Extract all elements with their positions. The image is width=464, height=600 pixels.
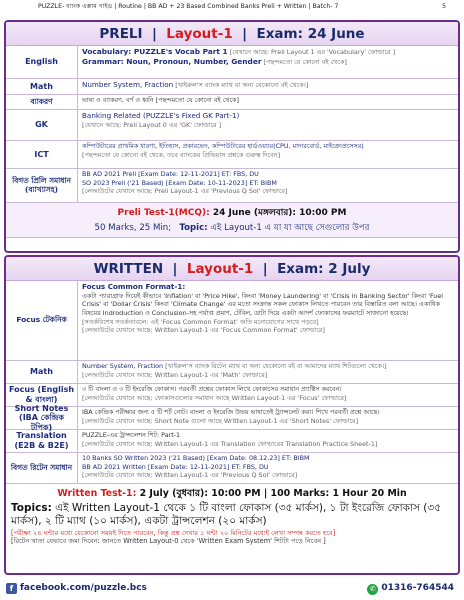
math-lead: Number System, Fraction <box>82 362 164 370</box>
preli-heading-label: PRELI <box>99 26 143 42</box>
preli-heading <box>6 22 458 46</box>
row-label: Math <box>6 361 78 383</box>
preli-row-ict <box>6 141 458 169</box>
preli-test-topic-text: এই Layout-1 এ যা যা আছে সেগুলোর উপর <box>210 223 370 233</box>
vocab-note: [যেখানে আছে: Preli Layout 1 এর 'Vocabulary' ফোল্ডারে ] <box>229 48 396 56</box>
page-number: 5 <box>442 3 446 10</box>
math-note: [খাইরুল'স ব্যাংক রিটেন ম্যাথ বা অন্য যেকোনো বই বা আমাদের ম্যাথ শিটগুলো থেকে।] <box>165 362 387 370</box>
focus-location: [লেআউটের যেখানে আছে: Written Layout-1 এর 'Focus Common Format' ফোল্ডারে] <box>82 326 325 335</box>
phone-contact[interactable] <box>367 583 454 595</box>
preli-row-math <box>6 79 458 95</box>
preli-exam-date: Exam: 24 June <box>256 26 365 42</box>
row-label: Focus (English & বাংলা) <box>6 384 78 406</box>
preli-row-bangla <box>6 95 458 110</box>
written-row-math <box>6 361 458 384</box>
top-header <box>0 0 464 14</box>
preli-row-previous <box>6 169 458 203</box>
written-row-previous <box>6 453 458 484</box>
row-label: English <box>6 46 78 78</box>
row-label: Translation (E2B & B2E) <box>6 430 78 452</box>
vocab-lead: Vocabulary: PUZZLE's Vocab Part 1 <box>82 47 228 56</box>
short-notes-location: [লেআউটের যেখানে আছে: Short Note গুলো আছে Written Layout-1 এর 'Short Notes' ফোল্ডারে] <box>82 416 359 425</box>
written-heading-label: WRITTEN <box>93 261 164 277</box>
prev-line-1: 10 Banks SO Written 2023 ('21 Based) [Exam Date: 08.12.23] ET: BIBM <box>82 454 310 462</box>
gk-note: [যেখানে আছে: Preli Layout 0 এর 'GK' ফোল্ডারে ] <box>82 120 222 129</box>
heading-separator: | <box>242 26 248 42</box>
row-label: Short Notes (IBA কেন্দ্রিক টপিক) <box>6 407 78 429</box>
written-heading <box>6 257 458 281</box>
heading-separator: | <box>262 261 268 277</box>
prev-line-2: BB AD 2021 Written [Exam Date: 12-11-2021] ET: FBS, DU <box>82 462 269 471</box>
preli-test-topic-label: Topic: <box>179 223 208 233</box>
written-test-warning: [পরীক্ষা ২৪ ঘন্টার মধ্যে যেকোনো সময়ই দিতে পারবেন, কিন্তু প্রশ্ন দেখার ১ ঘন্টা ২০ মিনিটের মধ্যেই লেখা সম্পন্ন করতে হবে] <box>11 529 336 538</box>
prev-location: [লেআউটের যেখানে আছে: Preli Layout-1 এর 'Previous Q Sol' ফোল্ডারে] <box>82 187 288 196</box>
math-location: [লেআউটের যেখানে আছে: Written Layout-1 এর 'Math' ফোল্ডারে] <box>82 370 268 379</box>
focus-paragraph: একটা প্যারাগ্রাফ দিয়েই কীভাবে 'Inflation' বা 'Price Hike', কিংবা 'Money Laundering' বা 'Crisis in Banking Sector' কিংবা 'Fuel Crisis' বা 'Dollar Crisis' কিংবা 'Climate Change' এর মতো সংক্রান্ত সকল ফোকাস লিখতে পারবেন তার বিস্তারিত বলা আছে। একাধিক বিষয়ের Indroduction ও Conclusion-সহ পর্যাপ্ত প্রমাণ, টেবিল, ডাটা দিয়ে একটা আদর্শ ফোকাসের ফরম্যাটে সাজানো হয়েছে। <box>82 291 444 317</box>
preli-test-marks: 50 Marks, 25 Min; <box>94 223 172 233</box>
prev-line-2: SO 2023 Preli ('21 Based) [Exam Date: 10-11-2023] ET: BIBM <box>82 178 277 187</box>
facebook-text: facebook.com/puzzle.bcs <box>20 583 147 593</box>
focus-warning: [সতর্কবিশেষ সতর্কতাবলে: এই 'Focus Common Format' অতি মনোযোগের সাথে পড়বে] <box>82 317 319 326</box>
short-notes-text: IBA কেন্দ্রিক পরীক্ষার জন্য ৫ টি শর্ট নোট। বাংলা ও ইংরেজি উভয় ভাষাতেই ট্র্যান্সলেট করা। শিখে পরবর্তী প্রশ্নে আছে। <box>82 408 380 416</box>
translation-text: PUZZLE-এর ট্রান্সলেশন শিট: Part-1 <box>82 431 181 439</box>
row-label: ব্যাকরণ <box>6 95 78 109</box>
translation-location: [লেআউটের যেখানে আছে: Written Layout-1 এর Translation ফোল্ডারের Translation Practice Sheet-1] <box>82 439 378 448</box>
footer <box>0 578 464 600</box>
math-lead: Number System, Fraction <box>82 80 174 89</box>
written-row-translation <box>6 430 458 453</box>
written-test-time: 2 July (বুধবার): 10:00 PM | 100 Marks: 1 Hour 20 Min <box>139 488 407 499</box>
whatsapp-icon: ✆ <box>367 584 378 595</box>
heading-separator: | <box>172 261 178 277</box>
written-row-short-notes <box>6 403 458 432</box>
written-layout-label: Layout-1 <box>186 261 254 277</box>
gk-lead: Banking Related (PUZZLE's Fixed GK Part-1) <box>82 111 240 120</box>
facebook-icon: f <box>6 583 17 594</box>
written-test-topic-label: Topics: <box>11 502 52 514</box>
written-row-focus <box>6 281 458 361</box>
grammar-lead: Grammar: Noun, Pronoun, Number, Gender <box>82 56 262 66</box>
focus-eb-location: [লেআউটের যেখানে আছে: ফোকাসগুলোর সমাধান আছে Written Layout-1 এর 'Focus' ফোল্ডারে] <box>82 393 347 402</box>
prev-location: [লেআউটের যেখানে আছে: Written Layout-1 এর 'Previous Q Sol' ফোল্ডারে] <box>82 471 298 480</box>
preli-row-gk <box>6 110 458 141</box>
written-test-note: [রিটেন খাতা যেভাবে জমা দিবেন: জানতে Written Layout-0 থেকে 'Written Exam System' শিটটা পড়ে নিবেন ] <box>11 537 326 546</box>
row-label: বিগত রিটেন সমাধান <box>6 453 78 483</box>
prev-line-1: BB AD 2021 Preli [Exam Date: 12-11-2021] ET: FBS, DU <box>82 170 259 178</box>
ict-note: [পছন্দমতো যে কোনো বই থেকে, তবে ব্যাংকের প্রিভিয়াস প্রশ্নকে গুরুত্ব দিবেন] <box>82 150 281 159</box>
written-test-box <box>6 484 458 548</box>
row-label: বিগত প্রিলি সমাধান (ব্যাখ্যাসহ) <box>6 169 78 202</box>
grammar-note: [পছন্দমতো যে কোনো বই থেকে] <box>263 57 347 66</box>
focus-eb-text: ৩ টি বাংলা ও ৩ টি ইংরেজি ফোকাস। পরবর্তী প্রশ্নের ফোকাস লিখে ফোকাসের সমাধান প্র্যাক্টিস করবেন। <box>82 385 342 393</box>
preli-layout-label: Layout-1 <box>166 26 233 42</box>
facebook-link[interactable] <box>6 583 147 594</box>
bangla-text: ভাষা ও ব্যাকরণ, বর্ণ ও ধ্বনি [পছন্দমতো যে কোনো বই থেকে] <box>82 96 239 104</box>
heading-separator: | <box>151 26 157 42</box>
row-label: Focus টেকনিক <box>6 281 78 360</box>
preli-test-lead: Preli Test-1(MCQ): <box>117 208 210 218</box>
phone-text: 01316-764544 <box>381 583 454 593</box>
written-exam-date: Exam: 2 July <box>277 261 371 277</box>
written-section <box>4 255 460 575</box>
row-label: Math <box>6 79 78 94</box>
row-label: ICT <box>6 141 78 168</box>
written-test-topic-text: এই Written Layout-1 থেকে ১ টি বাংলা ফোকাস (৩৫ মার্কস), ১ টা ইংরেজি ফোকাস (৩৫ মার্কস), ২ টি ম্যাথ (১০ মার্কস), একটা ট্রান্সলেশন (২০ মার্কস) <box>11 502 442 527</box>
math-note: [খাইরুল'স ব্যাংক ম্যাথ বা অন্য যেকোনো বই থেকে।] <box>175 81 309 89</box>
row-label: GK <box>6 110 78 140</box>
preli-row-english <box>6 46 458 79</box>
written-test-lead: Written Test-1: <box>57 488 137 499</box>
preli-section <box>4 20 460 253</box>
ict-topics: কম্পিউটারের প্রাথমিক ধারণা, ইতিহাস, প্রকারভেদ, কম্পিউটারের হার্ডওয়্যার(CPU, মাদারবোর্ড, মাইক্রোপ্রসেসর) <box>82 142 364 150</box>
header-title: PUZZLE- ব্যাংক এক্সাম গাইড | Routine | BB AD + 23 Based Combined Banks Preli + Written | Batch- 7 <box>38 3 339 10</box>
preli-test-box <box>6 203 458 238</box>
focus-title: Focus Common Format-1: <box>82 282 186 291</box>
preli-test-time: 24 June (মঙ্গলবার): 10:00 PM <box>212 208 347 218</box>
